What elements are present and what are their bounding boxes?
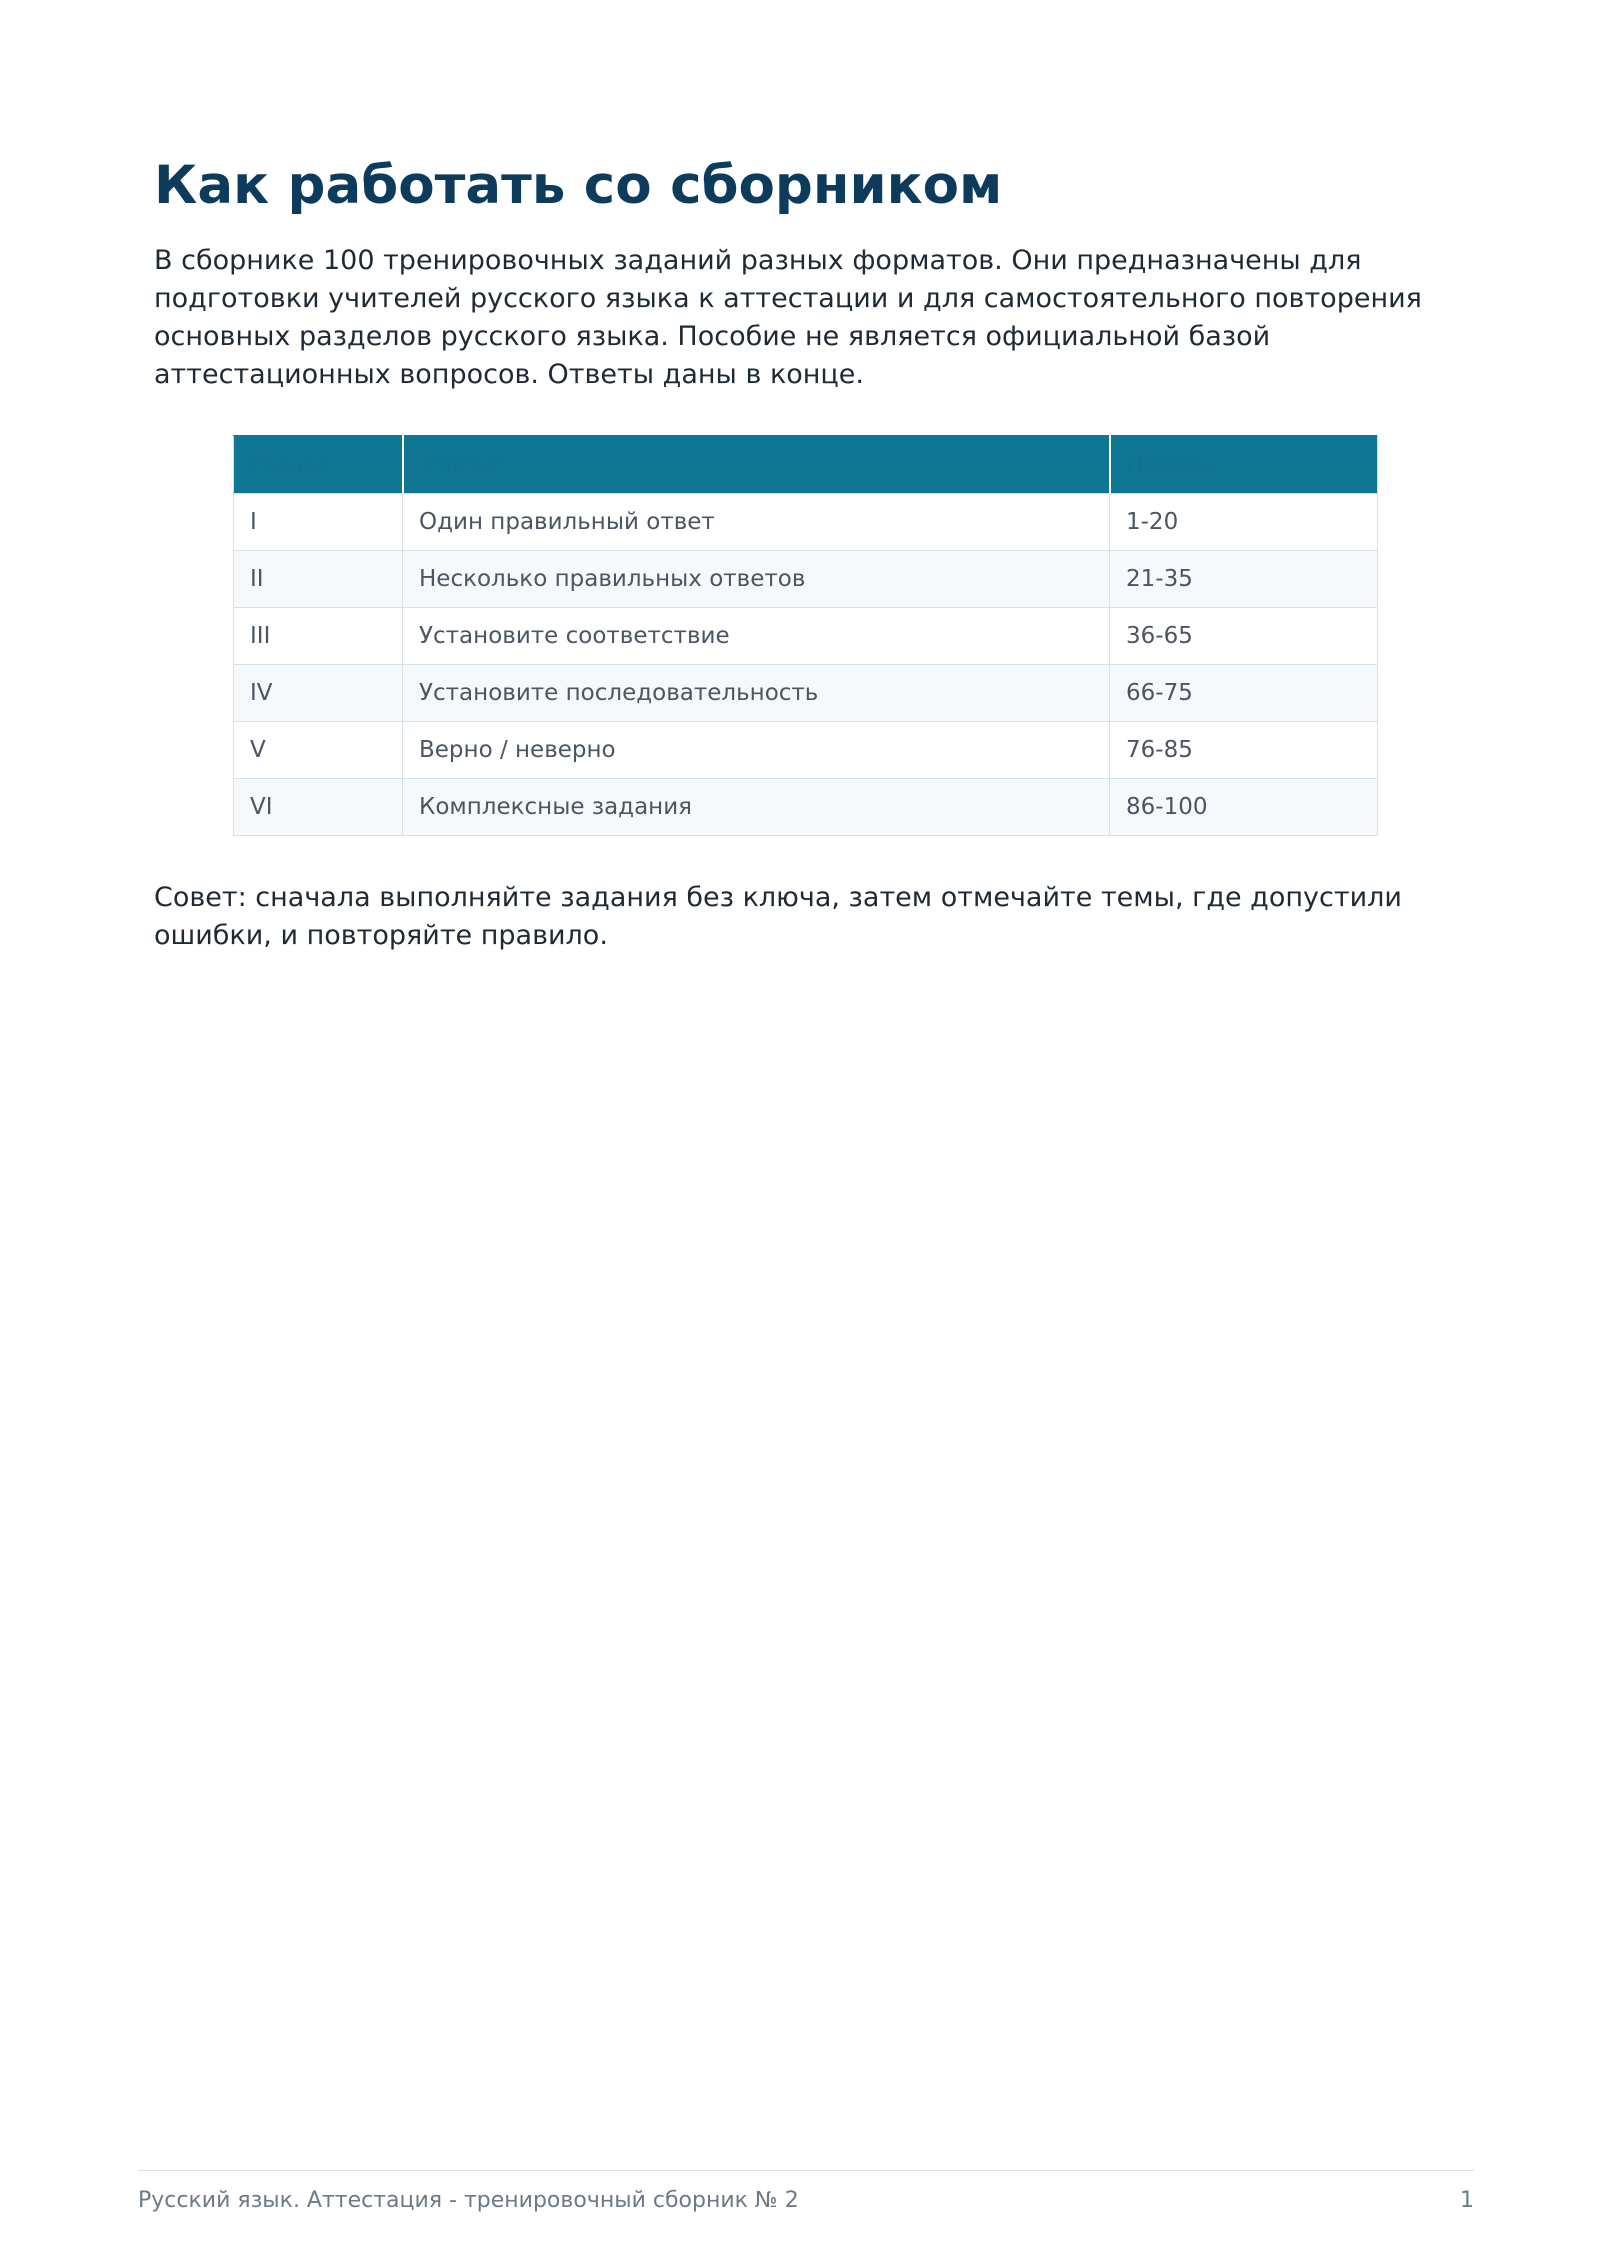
cell-format: Комплексные задания <box>403 779 1110 836</box>
cell-numbers: 66-75 <box>1110 665 1378 722</box>
cell-numbers: 86-100 <box>1110 779 1378 836</box>
cell-format: Один правильный ответ <box>403 494 1110 551</box>
cell-format: Несколько правильных ответов <box>403 551 1110 608</box>
header-format: Формат <box>403 436 1110 494</box>
cell-section: VI <box>234 779 403 836</box>
header-numbers: Номера <box>1110 436 1378 494</box>
table-row <box>234 665 1378 722</box>
header-section: Раздел <box>234 436 403 494</box>
sections-table-container <box>233 435 1377 836</box>
footer-title: Русский язык. Аттестация - тренировочный сборник № 2 <box>138 2188 799 2213</box>
cell-numbers: 36-65 <box>1110 608 1378 665</box>
table-row <box>234 779 1378 836</box>
footer-divider <box>138 2170 1474 2171</box>
table-body <box>234 494 1378 836</box>
cell-numbers: 21-35 <box>1110 551 1378 608</box>
cell-numbers: 76-85 <box>1110 722 1378 779</box>
table-row <box>234 494 1378 551</box>
cell-format: Установите последовательность <box>403 665 1110 722</box>
cell-section: I <box>234 494 403 551</box>
sections-table <box>233 435 1378 836</box>
cell-section: IV <box>234 665 403 722</box>
table-header <box>234 436 1378 494</box>
table-row <box>234 608 1378 665</box>
cell-format: Установите соответствие <box>403 608 1110 665</box>
page-title: Как работать со сборником <box>154 155 1003 216</box>
cell-numbers: 1-20 <box>1110 494 1378 551</box>
cell-format: Верно / неверно <box>403 722 1110 779</box>
table-header-row <box>234 436 1378 494</box>
table-row <box>234 722 1378 779</box>
cell-section: V <box>234 722 403 779</box>
cell-section: III <box>234 608 403 665</box>
tip-paragraph: Совет: сначала выполняйте задания без ключа, затем отмечайте темы, где допустили ошибки, и повторяйте правило. <box>154 882 1402 951</box>
page-number: 1 <box>1460 2188 1474 2213</box>
cell-section: II <box>234 551 403 608</box>
table-row <box>234 551 1378 608</box>
intro-paragraph: В сборнике 100 тренировочных заданий разных форматов. Они предназначены для подготовки учителей русского языка к аттестации и для самостоятельного повторения основных разделов русского языка. Пособие не является официальной базой аттестационных вопросов. Ответы даны в конце. <box>154 245 1422 390</box>
